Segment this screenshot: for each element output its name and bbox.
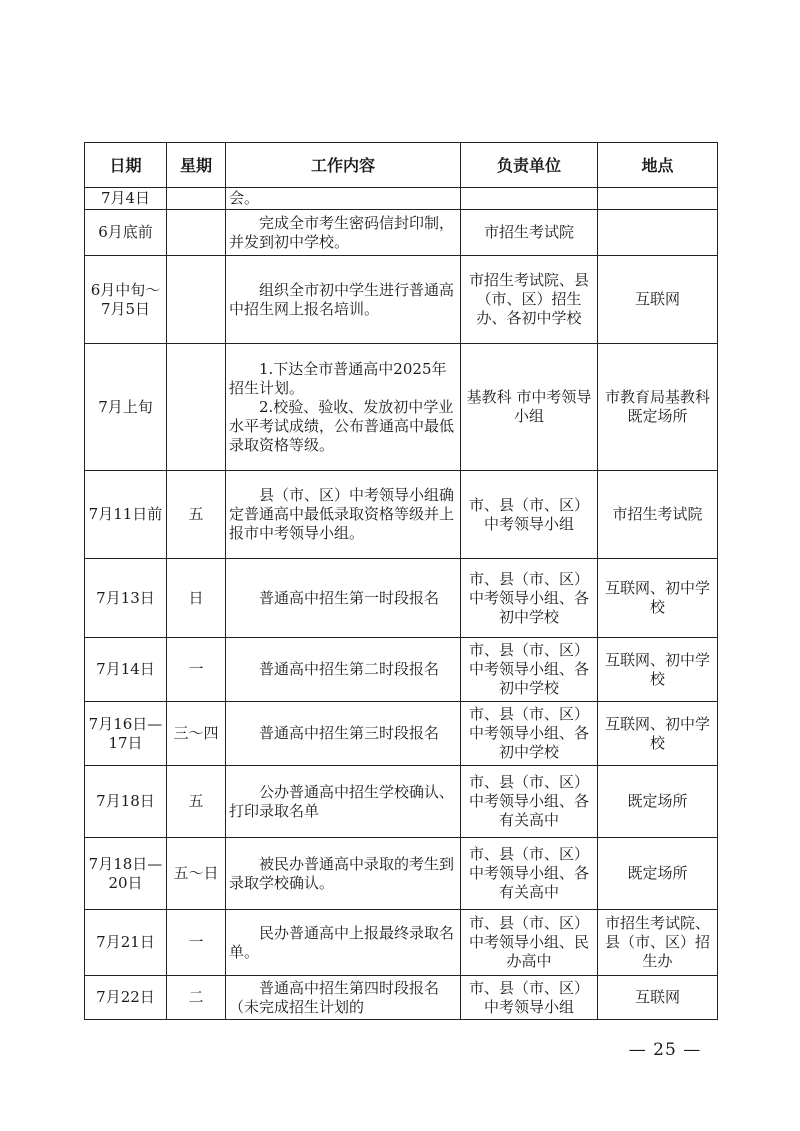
- work-paragraph: 组织全市初中学生进行普通高中招生网上报名培训。: [229, 280, 455, 318]
- cell-date: 6月中旬～7月5日: [85, 256, 167, 344]
- cell-date: 6月底前: [85, 210, 167, 256]
- cell-responsible-unit: [461, 188, 598, 210]
- cell-date: 7月22日: [85, 976, 167, 1020]
- work-paragraph: 被民办普通高中录取的考生到录取学校确认。: [229, 854, 455, 892]
- cell-responsible-unit: 市、县（市、区）中考领导小组: [461, 976, 598, 1020]
- cell-work-content: [226, 976, 461, 1020]
- cell-work-content: [226, 766, 461, 838]
- header-date: 日期: [85, 143, 167, 188]
- cell-responsible-unit: 市、县（市、区）中考领导小组、各有关高中: [461, 838, 598, 910]
- table-row: [85, 559, 718, 638]
- schedule-table: [84, 142, 718, 1020]
- table-row: [85, 910, 718, 976]
- cell-responsible-unit: 市、县（市、区）中考领导小组、各有关高中: [461, 766, 598, 838]
- cell-work-content: [226, 256, 461, 344]
- header-location: 地点: [598, 143, 718, 188]
- work-paragraph: 会。: [229, 189, 260, 207]
- work-paragraph: 普通高中招生第一时段报名: [259, 588, 440, 607]
- header-responsible-unit: 负责单位: [461, 143, 598, 188]
- cell-location: 互联网: [598, 256, 718, 344]
- table-row: [85, 838, 718, 910]
- cell-weekday: 二: [167, 976, 226, 1020]
- cell-location: 互联网、初中学校: [598, 559, 718, 638]
- cell-weekday: [167, 188, 226, 210]
- cell-weekday: 五: [167, 766, 226, 838]
- cell-location: 市教育局基教科 既定场所: [598, 344, 718, 471]
- cell-responsible-unit: 市、县（市、区）中考领导小组、民办高中: [461, 910, 598, 976]
- work-paragraph: 普通高中招生第四时段报名（未完成招生计划的: [229, 978, 440, 1016]
- cell-work-content: [226, 638, 461, 702]
- cell-location: 既定场所: [598, 766, 718, 838]
- cell-date: 7月18日—20日: [85, 838, 167, 910]
- cell-work-content: [226, 702, 461, 766]
- header-work-content: 工作内容: [226, 143, 461, 188]
- work-paragraph: 1.下达全市普通高中2025年招生计划。: [229, 359, 447, 397]
- work-paragraph: 县（市、区）中考领导小组确定普通高中最低录取资格等级并上报市中考领导小组。: [229, 486, 455, 542]
- cell-date: 7月上旬: [85, 344, 167, 471]
- work-paragraph: 民办普通高中上报最终录取名单。: [229, 923, 455, 961]
- cell-work-content: [226, 471, 461, 559]
- table-row: [85, 702, 718, 766]
- table-row: [85, 766, 718, 838]
- cell-responsible-unit: 市、县（市、区）中考领导小组、各初中学校: [461, 702, 598, 766]
- cell-work-content: [226, 188, 461, 210]
- table-header-row: [85, 143, 718, 188]
- cell-weekday: [167, 210, 226, 256]
- cell-responsible-unit: 市招生考试院: [461, 210, 598, 256]
- cell-location: 市招生考试院: [598, 471, 718, 559]
- cell-responsible-unit: 市、县（市、区）中考领导小组、各初中学校: [461, 638, 598, 702]
- cell-weekday: 三～四: [167, 702, 226, 766]
- cell-location: [598, 210, 718, 256]
- header-weekday: 星期: [167, 143, 226, 188]
- cell-location: 互联网、初中学校: [598, 702, 718, 766]
- cell-work-content: [226, 344, 461, 471]
- cell-location: 市招生考试院、县（市、区）招生办: [598, 910, 718, 976]
- cell-location: 互联网: [598, 976, 718, 1020]
- cell-work-content: [226, 210, 461, 256]
- cell-date: 7月16日—17日: [85, 702, 167, 766]
- cell-location: 既定场所: [598, 838, 718, 910]
- work-paragraph: 普通高中招生第二时段报名: [259, 660, 440, 678]
- work-paragraph: 公办普通高中招生学校确认、打印录取名单: [229, 782, 455, 820]
- cell-work-content: [226, 910, 461, 976]
- cell-date: 7月18日: [85, 766, 167, 838]
- work-paragraph: 普通高中招生第三时段报名: [259, 724, 440, 742]
- table-row: [85, 976, 718, 1020]
- cell-responsible-unit: 市招生考试院、县（市、区）招生办、各初中学校: [461, 256, 598, 344]
- table-row: [85, 256, 718, 344]
- cell-responsible-unit: 市、县（市、区）中考领导小组: [461, 471, 598, 559]
- cell-date: 7月14日: [85, 638, 167, 702]
- cell-location: 互联网、初中学校: [598, 638, 718, 702]
- cell-weekday: 五～日: [167, 838, 226, 910]
- cell-responsible-unit: 市、县（市、区）中考领导小组、各初中学校: [461, 559, 598, 638]
- cell-weekday: 一: [167, 910, 226, 976]
- work-paragraph: 完成全市考生密码信封印制，并发到初中学校。: [229, 213, 455, 251]
- cell-date: 7月11日前: [85, 471, 167, 559]
- table-row: [85, 471, 718, 559]
- cell-date: 7月13日: [85, 559, 167, 638]
- cell-weekday: 一: [167, 638, 226, 702]
- cell-weekday: 五: [167, 471, 226, 559]
- table-row: [85, 638, 718, 702]
- cell-responsible-unit: 基教科 市中考领导小组: [461, 344, 598, 471]
- cell-weekday: 日: [167, 559, 226, 638]
- cell-date: 7月21日: [85, 910, 167, 976]
- work-paragraph: 2.校验、验收、发放初中学业水平考试成绩，公布普通高中最低录取资格等级。: [229, 397, 455, 454]
- cell-weekday: [167, 256, 226, 344]
- cell-weekday: [167, 344, 226, 471]
- cell-work-content: [226, 559, 461, 638]
- table-row: [85, 344, 718, 471]
- table-row: [85, 210, 718, 256]
- table-row: [85, 188, 718, 210]
- cell-date: 7月4日: [85, 188, 167, 210]
- page-number: — 25 —: [628, 1040, 702, 1060]
- cell-work-content: [226, 838, 461, 910]
- cell-location: [598, 188, 718, 210]
